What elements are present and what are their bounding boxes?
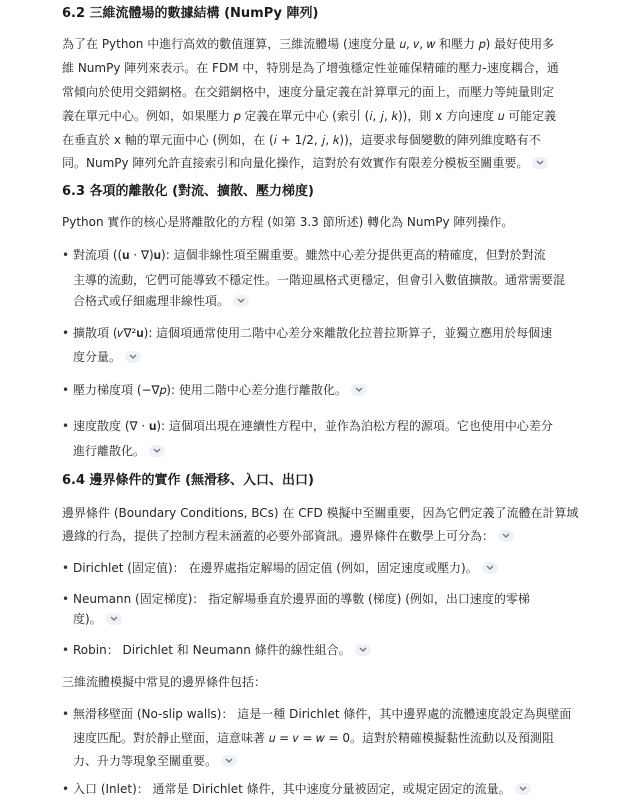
- expand-chevron-button[interactable]: [106, 613, 122, 625]
- expand-chevron-button[interactable]: [498, 530, 514, 542]
- bullet-dot: •: [62, 561, 70, 575]
- chevron-down-icon: [225, 758, 233, 764]
- chevron-down-icon: [359, 647, 367, 653]
- bullet-line-last: [73, 382, 367, 398]
- bullet-line: 主導的流動，它們可能導致不穩定性。一階迎風格式更穩定，但會引入數值擴散。通常需要混: [73, 273, 566, 287]
- bullet-dot: •: [62, 592, 70, 606]
- paragraph-text: 同。NumPy 陣列允許直接索引和向量化操作，這對於有效實作有限差分模板至關重要。: [62, 156, 529, 170]
- bullet-dot: •: [62, 782, 70, 796]
- section-6-2-title: 6.2 三維流體場的數據結構 (NumPy 陣列): [62, 6, 319, 21]
- bullet-line-last: [73, 560, 498, 576]
- expand-chevron-button[interactable]: [233, 295, 249, 307]
- chevron-down-icon: [502, 533, 510, 539]
- expand-chevron-button[interactable]: [532, 157, 548, 169]
- bullet-dot: •: [62, 643, 70, 657]
- section-intro: Python 實作的核心是將離散化的方程 (如第 3.3 節所述) 轉化為 NumPy 陣列操作。: [62, 215, 514, 229]
- bullet-text: 壓力梯度項 (−∇𝑝): 使用二階中心差分進行離散化。: [73, 383, 347, 397]
- bullet-line-last: [73, 781, 531, 797]
- bullet-dot: •: [62, 383, 70, 397]
- common-bc-intro: 三維流體模擬中常見的邊界條件包括：: [62, 675, 267, 689]
- bullet-line-last: [73, 611, 122, 627]
- chevron-down-icon: [153, 448, 161, 454]
- bullet-line: 對流項 ((𝐮 · ∇)𝐮): 這個非線性項至關重要。雖然中心差分提供更高的精確度，但對於對流: [73, 248, 546, 262]
- intro-text: 邊緣的行為，提供了控制方程未涵蓋的必要外部資訊。邊界條件在數學上可分為：: [62, 529, 495, 543]
- expand-chevron-button[interactable]: [221, 755, 237, 767]
- section-intro-last: [62, 528, 514, 544]
- bullet-dot: •: [62, 248, 70, 262]
- section-6-3-title: 6.3 各項的離散化 (對流、擴散、壓力梯度): [62, 184, 314, 199]
- bullet-line: 速度匹配。對於靜止壁面，這意味著 𝑢 = 𝑣 = 𝑤 = 0。這對於精確模擬黏性流動以及預測阻: [73, 731, 554, 745]
- section-intro: 邊界條件 (Boundary Conditions, BCs) 在 CFD 模擬中至關重要，因為它們定義了流體在計算域: [62, 506, 579, 520]
- chevron-down-icon: [129, 354, 137, 360]
- bullet-line-last: [73, 443, 165, 459]
- expand-chevron-button[interactable]: [125, 351, 141, 363]
- bullet-line-last: [73, 642, 371, 658]
- expand-chevron-button[interactable]: [149, 445, 165, 457]
- chevron-down-icon: [110, 616, 118, 622]
- expand-chevron-button[interactable]: [351, 384, 367, 396]
- bullet-text: 進行離散化。: [73, 444, 146, 458]
- bullet-line: Neumann (固定梯度)： 指定解場垂直於邊界面的導數 (梯度) (例如，出口速度的零梯: [73, 592, 530, 606]
- chevron-down-icon: [355, 387, 363, 393]
- expand-chevron-button[interactable]: [355, 644, 371, 656]
- chevron-down-icon: [486, 565, 494, 571]
- chevron-down-icon: [536, 160, 544, 166]
- bullet-text: 力、升力等現象至關重要。: [73, 754, 218, 768]
- bullet-dot: •: [62, 326, 70, 340]
- bullet-line: 無滑移壁面 (No-slip walls)： 這是一種 Dirichlet 條件，其中邊界處的流體速度設定為與壁面: [73, 707, 572, 721]
- bullet-line: 擴散項 (𝜈∇²𝐮): 這個項通常使用二階中心差分來離散化拉普拉斯算子，並獨立應用於每個速: [73, 326, 553, 340]
- bullet-line-last: [73, 753, 237, 769]
- paragraph-line: 維 NumPy 陣列來表示。在 FDM 中，特別是為了增強穩定性並確保精確的壓力-速度耦合，通: [62, 61, 559, 75]
- paragraph-line: 義在單元中心。例如，如果壓力 𝑝 定義在單元中心 (索引 (𝑖, 𝑗, 𝑘))，則 x 方向速度 𝑢 可能定義: [62, 109, 557, 123]
- section-6-4-title: 6.4 邊界條件的實作 (無滑移、入口、出口): [62, 473, 314, 488]
- bullet-text: 度分量。: [73, 350, 122, 364]
- expand-chevron-button[interactable]: [515, 783, 531, 795]
- bullet-line: 速度散度 (∇ · 𝐮): 這個項出現在連續性方程中，並作為泊松方程的源項。它也使用中心差分: [73, 419, 553, 433]
- bullet-line-last: [73, 349, 141, 365]
- paragraph-line: 在垂直於 x 軸的單元面中心 (例如，在 (𝑖 + 1/2, 𝑗, 𝑘))，這要求每個變數的陣列維度略有不: [62, 133, 541, 147]
- expand-chevron-button[interactable]: [482, 562, 498, 574]
- paragraph-line: 常傾向於使用交錯網格。在交錯網格中，速度分量定義在計算單元的面上，而壓力等純量則定: [62, 85, 555, 99]
- bullet-text: Dirichlet (固定值)： 在邊界處指定解場的固定值 (例如，固定速度或壓力)。: [73, 561, 478, 575]
- bullet-text: 合格式或仔細處理非線性項。: [73, 294, 230, 308]
- chevron-down-icon: [519, 786, 527, 792]
- bullet-text: Robin： Dirichlet 和 Neumann 條件的線性組合。: [73, 643, 351, 657]
- bullet-dot: •: [62, 707, 70, 721]
- paragraph-line-last: [62, 155, 548, 171]
- paragraph-line: 為了在 Python 中進行高效的數值運算，三維流體場 (速度分量 𝑢, 𝑣, 𝑤 和壓力 𝑝) 最好使用多: [62, 37, 555, 51]
- bullet-dot: •: [62, 419, 70, 433]
- bullet-text: 入口 (Inlet)： 通常是 Dirichlet 條件，其中速度分量被固定，或規定固定的流量。: [73, 782, 511, 796]
- bullet-text: 度)。: [73, 612, 102, 626]
- chevron-down-icon: [237, 298, 245, 304]
- bullet-line-last: [73, 293, 249, 309]
